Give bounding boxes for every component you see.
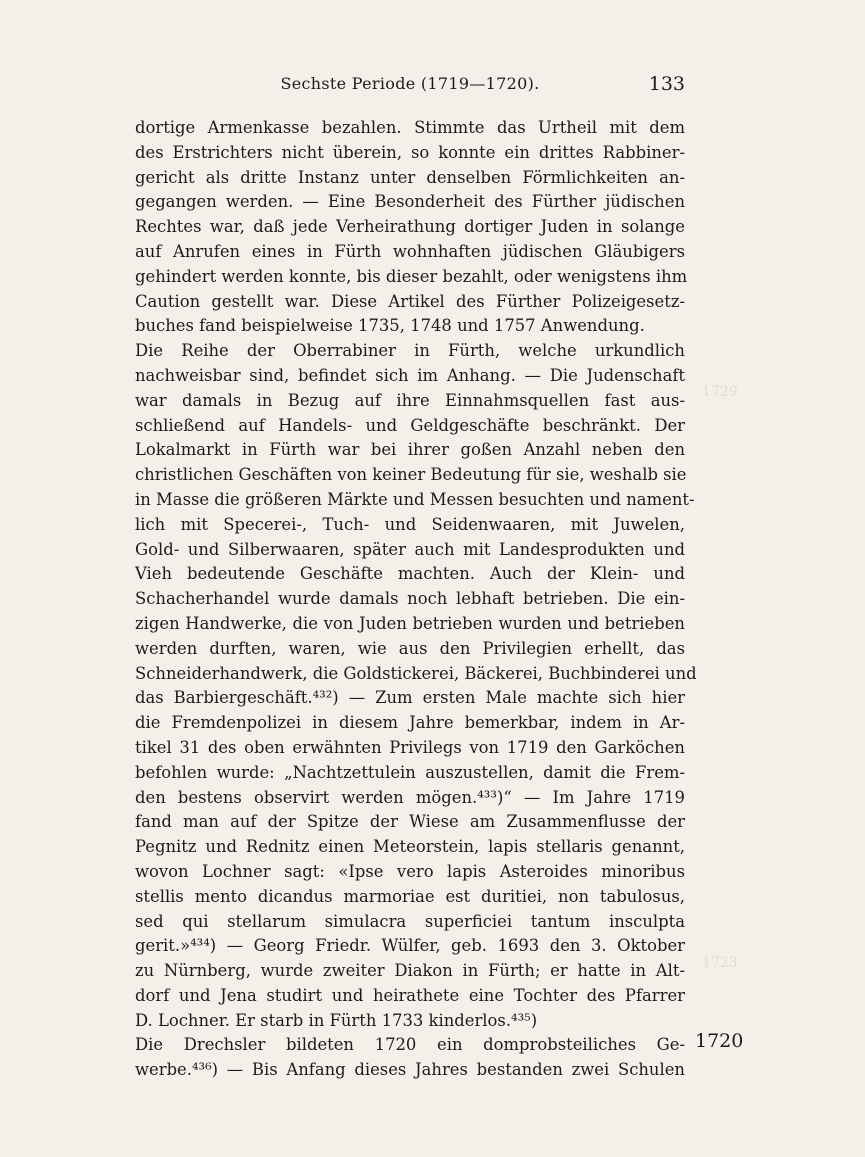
- text-line: des Erstrichters nicht überein, so konnte ein drittes Rabbiner-: [135, 142, 685, 162]
- text-line: D. Lochner. Er starb in Fürth 1733 kinderlos.⁴³⁵): [135, 1010, 538, 1030]
- text-line: das Barbiergeschäft.⁴³²) — Zum ersten Male machte sich hier: [135, 688, 685, 708]
- text-line: gegangen werden. — Eine Besonderheit des Fürther jüdischen: [135, 192, 685, 212]
- text-line: dortige Armenkasse bezahlen. Stimmte das Urtheil mit dem: [135, 118, 685, 137]
- margin-year-note: 1720: [695, 1030, 744, 1052]
- text-line: wovon Lochner sagt: «Ipse vero lapis Asteroides minoribus: [135, 861, 685, 881]
- text-line: Schneiderhandwerk, die Goldstickerei, Bäckerei, Buchbinderei und: [135, 663, 697, 683]
- text-line: zu Nürnberg, wurde zweiter Diakon in Fürth; er hatte in Alt-: [135, 961, 685, 981]
- text-line: fand man auf der Spitze der Wiese am Zusammenflusse der: [135, 812, 685, 832]
- text-line: Lokalmarkt in Fürth war bei ihrer goßen Anzahl neben den: [135, 440, 685, 460]
- text-line: Die Reihe der Oberrabiner in Fürth, welche urkundlich: [135, 341, 685, 361]
- text-line: nachweisbar sind, befindet sich im Anhang. — Die Judenschaft: [135, 365, 685, 385]
- page-number: 133: [648, 73, 685, 95]
- running-head: Sechste Periode (1719—1720).: [280, 74, 540, 93]
- text-line: befohlen wurde: „Nachtzettulein auszustellen, damit die Frem-: [135, 762, 685, 782]
- text-line: war damals in Bezug auf ihre Einnahmsquellen fast aus-: [135, 390, 685, 410]
- text-line: auf Anrufen eines in Fürth wohnhaften jüdischen Gläubigers: [135, 241, 685, 261]
- show-through-text: 1723: [702, 955, 738, 971]
- text-line: gericht als dritte Instanz unter denselben Förmlichkeiten an-: [135, 167, 685, 187]
- text-line: zigen Handwerke, die von Juden betrieben wurden und betrieben: [135, 613, 685, 633]
- text-line: in Masse die größeren Märkte und Messen besuchten und nament-: [135, 489, 695, 509]
- text-line: werbe.⁴³⁶) — Bis Anfang dieses Jahres bestanden zwei Schulen: [135, 1060, 685, 1080]
- text-line: Gold- und Silberwaaren, später auch mit Landesprodukten und: [135, 539, 685, 559]
- text-line: Rechtes war, daß jede Verheirathung dortiger Juden in solange: [135, 217, 685, 237]
- text-line: schließend auf Handels- und Geldgeschäfte beschränkt. Der: [135, 415, 685, 435]
- text-line: sed qui stellarum simulacra superficiei tantum insculpta: [135, 911, 685, 931]
- text-line: Die Drechsler bildeten 1720 ein domprobsteiliches Ge-: [135, 1035, 685, 1055]
- show-through-text: 1729: [702, 384, 738, 400]
- text-line: Schacherhandel wurde damals noch lebhaft betrieben. Die ein-: [135, 589, 685, 609]
- text-line: Pegnitz und Rednitz einen Meteorstein, lapis stellaris genannt,: [135, 837, 685, 857]
- text-line: gehindert werden konnte, bis dieser bezahlt, oder wenigstens ihm: [135, 266, 688, 286]
- body-text: [135, 116, 697, 1083]
- text-line: die Fremdenpolizei in diesem Jahre bemerkbar, indem in Ar-: [135, 713, 685, 733]
- text-line: dorf und Jena studirt und heirathete eine Tochter des Pfarrer: [135, 985, 685, 1005]
- text-line: stellis mento dicandus marmoriae est duritiei, non tabulosus,: [135, 886, 685, 906]
- text-line: lich mit Specerei-, Tuch- und Seidenwaaren, mit Juwelen,: [135, 514, 685, 534]
- text-line: gerit.»⁴³⁴) — Georg Friedr. Wülfer, geb. 1693 den 3. Oktober: [135, 936, 685, 956]
- text-line: Caution gestellt war. Diese Artikel des Fürther Polizeigesetz-: [135, 291, 685, 311]
- text-line: christlichen Geschäften von keiner Bedeutung für sie, weshalb sie: [135, 465, 687, 485]
- page-header: [135, 74, 685, 102]
- text-line: werden durften, waren, wie aus den Privilegien erhellt, das: [135, 638, 685, 658]
- text-line: Vieh bedeutende Geschäfte machten. Auch der Klein- und: [135, 564, 685, 584]
- text-line: buches fand beispielweise 1735, 1748 und 1757 Anwendung.: [135, 316, 645, 336]
- text-line: tikel 31 des oben erwähnten Privilegs von 1719 den Garköchen: [135, 737, 685, 757]
- text-line: den bestens observirt werden mögen.⁴³³)“ — Im Jahre 1719: [135, 787, 685, 807]
